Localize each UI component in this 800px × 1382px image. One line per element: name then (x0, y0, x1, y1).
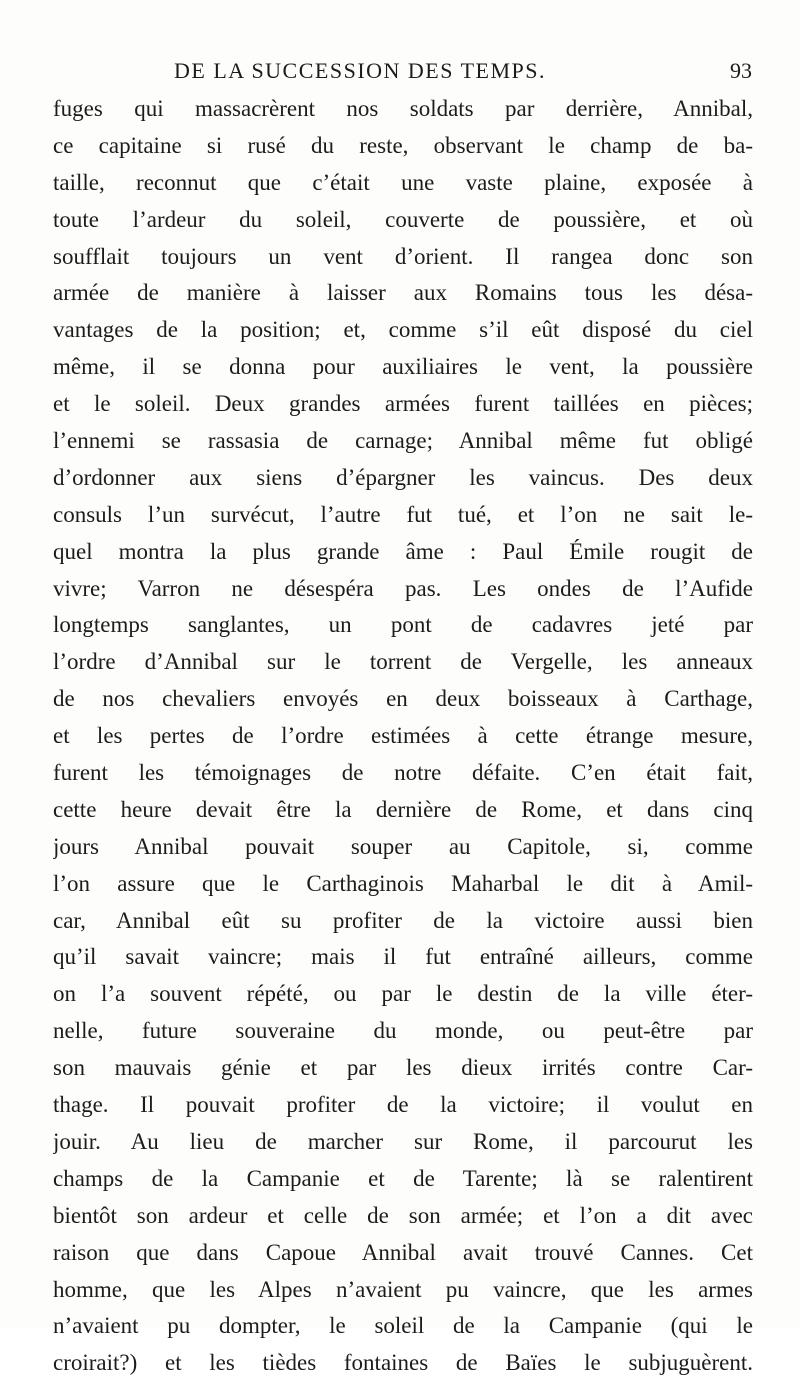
text-line: jours Annibal pouvait souper au Capitole, si, comme (53, 833, 753, 859)
page-number: 93 (730, 58, 752, 83)
text-line: l’ennemi se rassasia de carnage; Annibal même fut obligé (53, 428, 753, 454)
text-line: et les pertes de l’ordre estimées à cette étrange mesure, (53, 723, 753, 749)
running-head: DE LA SUCCESSION DES TEMPS. (174, 58, 546, 83)
text-line: ce capitaine si rusé du reste, observant le champ de ba- (53, 132, 753, 158)
text-line: qu’il savait vaincre; mais il fut entraîné ailleurs, comme (53, 944, 753, 970)
text-line: et le soleil. Deux grandes armées furent taillées en pièces; (53, 391, 753, 417)
text-line: raison que dans Capoue Annibal avait trouvé Cannes. Cet (53, 1239, 753, 1265)
text-line: d’ordonner aux siens d’épargner les vaincus. Des deux (53, 464, 753, 490)
text-line: champs de la Campanie et de Tarente; là se ralentirent (53, 1165, 753, 1191)
text-line: on l’a souvent répété, ou par le destin de la ville éter- (53, 981, 753, 1007)
text-line: car, Annibal eût su profiter de la victoire aussi bien (53, 907, 753, 933)
text-line: homme, que les Alpes n’avaient pu vaincre, que les armes (53, 1276, 753, 1302)
text-line: jouir. Au lieu de marcher sur Rome, il parcourut les (53, 1128, 753, 1154)
text-line: son mauvais génie et par les dieux irrités contre Car- (53, 1055, 753, 1081)
text-line: longtemps sanglantes, un pont de cadavres jeté par (53, 612, 753, 638)
text-line: consuls l’un survécut, l’autre fut tué, et l’on ne sait le- (53, 501, 753, 527)
text-line: n’avaient pu dompter, le soleil de la Campanie (qui le (53, 1313, 753, 1339)
text-line: vivre; Varron ne désespéra pas. Les ondes de l’Aufide (53, 575, 753, 601)
text-line: de nos chevaliers envoyés en deux boisseaux à Carthage, (53, 686, 753, 712)
text-line: même, il se donna pour auxiliaires le vent, la poussière (53, 354, 753, 380)
text-line: soufflait toujours un vent d’orient. Il rangea donc son (53, 243, 753, 269)
text-line: thage. Il pouvait profiter de la victoire; il voulut en (53, 1092, 753, 1118)
body-text (53, 91, 753, 1382)
text-line: quel montra la plus grande âme : Paul Émile rougit de (53, 538, 753, 564)
text-line: croirait?) et les tièdes fontaines de Baïes le subjuguèrent. (53, 1350, 753, 1376)
text-line: toute l’ardeur du soleil, couverte de poussière, et où (53, 206, 753, 232)
text-line: l’ordre d’Annibal sur le torrent de Vergelle, les anneaux (53, 649, 753, 675)
text-line: l’on assure que le Carthaginois Maharbal le dit à Amil- (53, 870, 753, 896)
page-header (174, 58, 752, 90)
text-line: armée de manière à laisser aux Romains tous les désa- (53, 280, 753, 306)
text-line: fuges qui massacrèrent nos soldats par derrière, Annibal, (53, 96, 753, 121)
text-line: taille, reconnut que c’était une vaste plaine, exposée à (53, 169, 753, 195)
text-line: nelle, future souveraine du monde, ou peut-être par (53, 1018, 753, 1044)
text-line: bientôt son ardeur et celle de son armée; et l’on a dit avec (53, 1202, 753, 1228)
text-line: cette heure devait être la dernière de Rome, et dans cinq (53, 796, 753, 822)
text-line: furent les témoignages de notre défaite. C’en était fait, (53, 760, 753, 786)
text-line: vantages de la position; et, comme s’il eût disposé du ciel (53, 317, 753, 343)
